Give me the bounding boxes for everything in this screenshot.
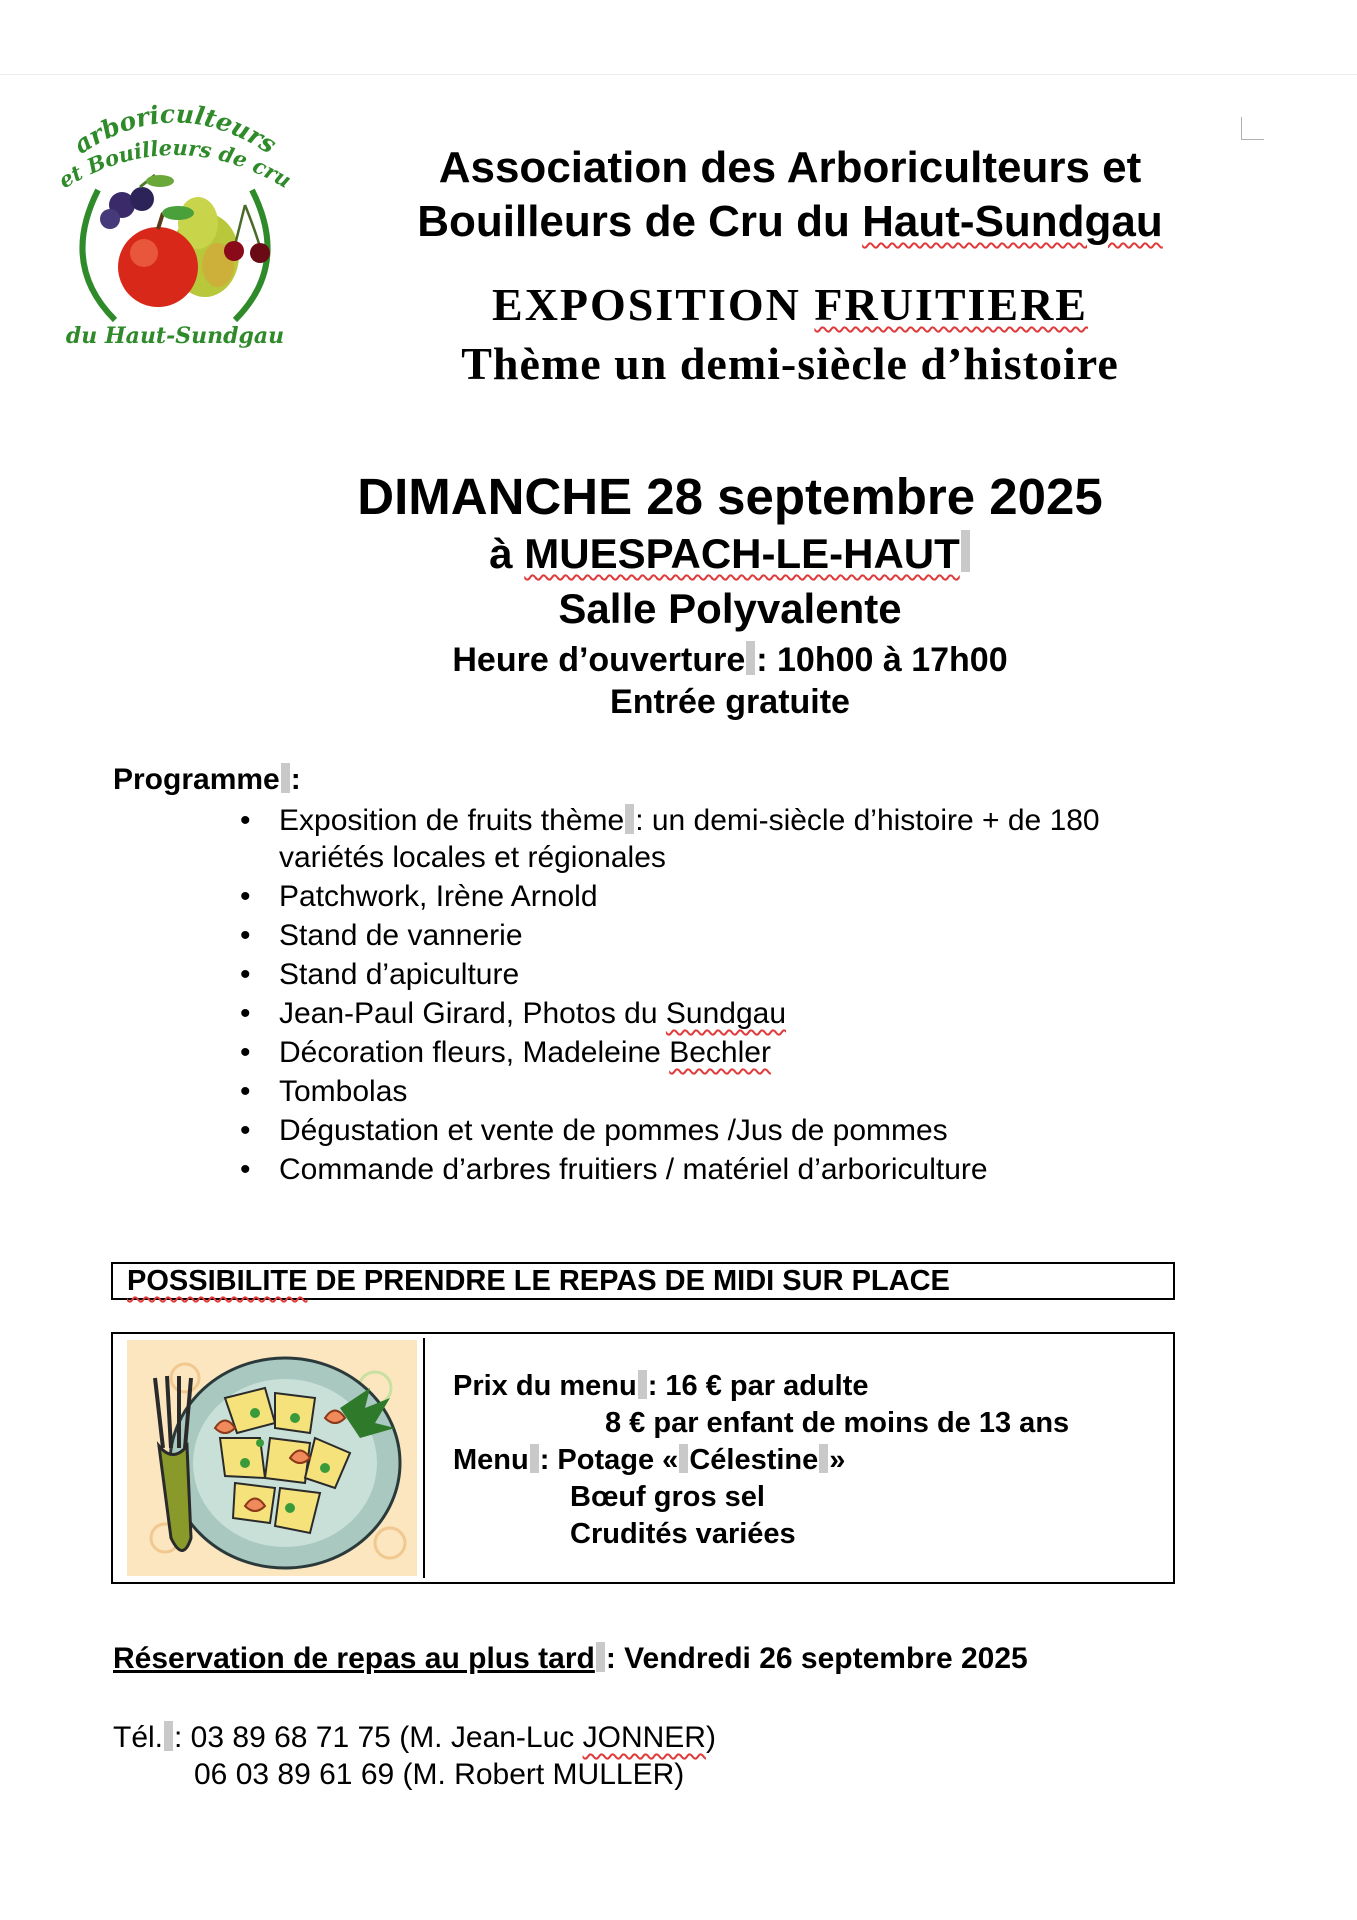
list-item	[232, 802, 1232, 876]
programme-colon: :	[290, 763, 301, 796]
list-item-text: Commande d’arbres fruitiers / matériel d’arboriculture	[279, 1153, 988, 1186]
menu-price-child: 8 € par enfant de moins de 13 ans	[605, 1407, 1070, 1439]
list-item-text: Tombolas	[279, 1075, 408, 1108]
text-cursor-mark	[819, 1444, 828, 1473]
contact-label: Tél.	[113, 1721, 164, 1754]
list-item-text: variétés locales et régionales	[279, 841, 666, 874]
fruit-logo-icon	[60, 95, 290, 355]
menu-item-starter: : Potage «	[539, 1444, 679, 1476]
reservation-deadline	[113, 1642, 1028, 1676]
list-item-text: : un demi-siècle d’histoire + de 180	[635, 804, 1100, 837]
contact-name-1: JONNER	[582, 1721, 706, 1754]
contact-line-2: 06 03 89 61 69 (M. Robert MULLER)	[194, 1758, 685, 1791]
list-item-text: Décoration fleurs, Madeleine	[279, 1036, 670, 1069]
meal-banner-word: POSSIBILITE	[127, 1265, 308, 1297]
meal-banner-text: DE PRENDRE LE REPAS DE MIDI SUR PLACE	[307, 1265, 950, 1297]
contact-paren: )	[705, 1721, 716, 1754]
association-name	[330, 141, 1250, 249]
svg-text:arboriculteurs: arboriculteurs	[68, 99, 282, 160]
event-hall: Salle Polyvalente	[558, 585, 902, 632]
reservation-value: : Vendredi 26 septembre 2025	[605, 1642, 1028, 1675]
opening-hours-label: Heure d’ouverture	[452, 641, 746, 679]
contact-line-1	[113, 1719, 716, 1756]
exhibition-title-fruitiere: FRUITIERE	[814, 279, 1088, 330]
text-cursor-mark	[679, 1444, 688, 1473]
list-item	[232, 1112, 1232, 1149]
list-item	[232, 878, 1232, 915]
menu-label: Menu	[453, 1444, 529, 1476]
text-cursor-mark	[281, 763, 290, 793]
exhibition-title	[330, 278, 1250, 331]
event-location-prefix: à	[489, 530, 525, 577]
association-name-line1: Association des Arboriculteurs et	[438, 143, 1142, 192]
association-logo	[60, 95, 290, 355]
menu-item-starter-end: »	[829, 1444, 846, 1476]
meal-banner	[111, 1262, 1175, 1300]
svg-text:et Bouilleurs de cru: t Bouilleurs de cr	[66, 134, 282, 187]
menu-price-label: Prix du menu	[453, 1370, 637, 1402]
list-item-text: Stand d’apiculture	[279, 958, 520, 991]
list-item-text: Exposition de fruits thème	[279, 804, 625, 837]
list-item-text: Patchwork, Irène Arnold	[279, 880, 598, 913]
menu-first-row	[453, 1442, 1069, 1479]
event-date: DIMANCHE 28 septembre 2025	[357, 468, 1103, 525]
list-item	[232, 1073, 1232, 1110]
exhibition-title-word: EXPOSITION	[492, 279, 815, 330]
association-name-line2-part: Bouilleurs de Cru du	[417, 197, 863, 246]
list-item	[232, 917, 1232, 954]
exhibition-theme: Thème un demi-siècle d’histoire	[461, 338, 1119, 389]
list-item	[232, 1151, 1232, 1188]
list-item	[232, 995, 1232, 1032]
text-cursor-mark	[164, 1721, 173, 1751]
document-page	[0, 75, 1357, 1920]
association-name-line2	[330, 195, 1250, 249]
opening-hours	[200, 641, 1260, 680]
viewer-top-bar	[0, 0, 1357, 75]
list-item-text: Sundgau	[665, 997, 787, 1030]
menu-price-adult: : 16 € par adulte	[647, 1370, 869, 1402]
menu-price-row	[453, 1368, 1069, 1405]
menu-item-side: Crudités variées	[570, 1518, 796, 1550]
contact-phone-1: : 03 89 68 71 75 (M. Jean-Luc	[174, 1721, 583, 1754]
text-cursor-mark	[961, 530, 970, 572]
reservation-label: Réservation de repas au plus tard	[113, 1642, 595, 1675]
list-item	[232, 1034, 1232, 1071]
list-item-text: Stand de vannerie	[279, 919, 523, 952]
svg-text:du Haut-Sundgau: du Haut-Sundgau	[65, 323, 285, 349]
text-cursor-mark	[638, 1370, 647, 1399]
menu-item-main: Bœuf gros sel	[570, 1481, 765, 1513]
contact-phones	[113, 1719, 716, 1793]
list-item-text: Jean-Paul Girard, Photos du	[279, 997, 666, 1030]
programme-title: Programme	[113, 763, 280, 796]
menu-item-starter-name: Célestine	[689, 1444, 819, 1476]
list-item-text: Bechler	[669, 1036, 771, 1069]
text-cursor-mark	[596, 1642, 605, 1672]
entry-info: Entrée gratuite	[610, 683, 850, 721]
text-cursor-mark	[530, 1444, 539, 1473]
event-location-town: MUESPACH-LE-HAUT	[524, 530, 960, 577]
page-corner-marker	[1241, 117, 1264, 140]
meal-table	[111, 1332, 1175, 1584]
programme-list	[232, 802, 1232, 1190]
list-item	[232, 956, 1232, 993]
text-cursor-mark	[625, 804, 634, 834]
pasta-plate-icon	[125, 1338, 421, 1578]
list-item-text: Dégustation et vente de pommes /Jus de pommes	[279, 1114, 948, 1147]
text-cursor-mark	[746, 641, 755, 675]
meal-image-cell	[125, 1338, 425, 1578]
event-location	[200, 530, 1260, 578]
programme-heading	[113, 763, 301, 797]
opening-hours-value: : 10h00 à 17h00	[756, 641, 1008, 679]
menu-details	[453, 1368, 1069, 1553]
association-name-region: Haut-Sundgau	[862, 197, 1163, 246]
